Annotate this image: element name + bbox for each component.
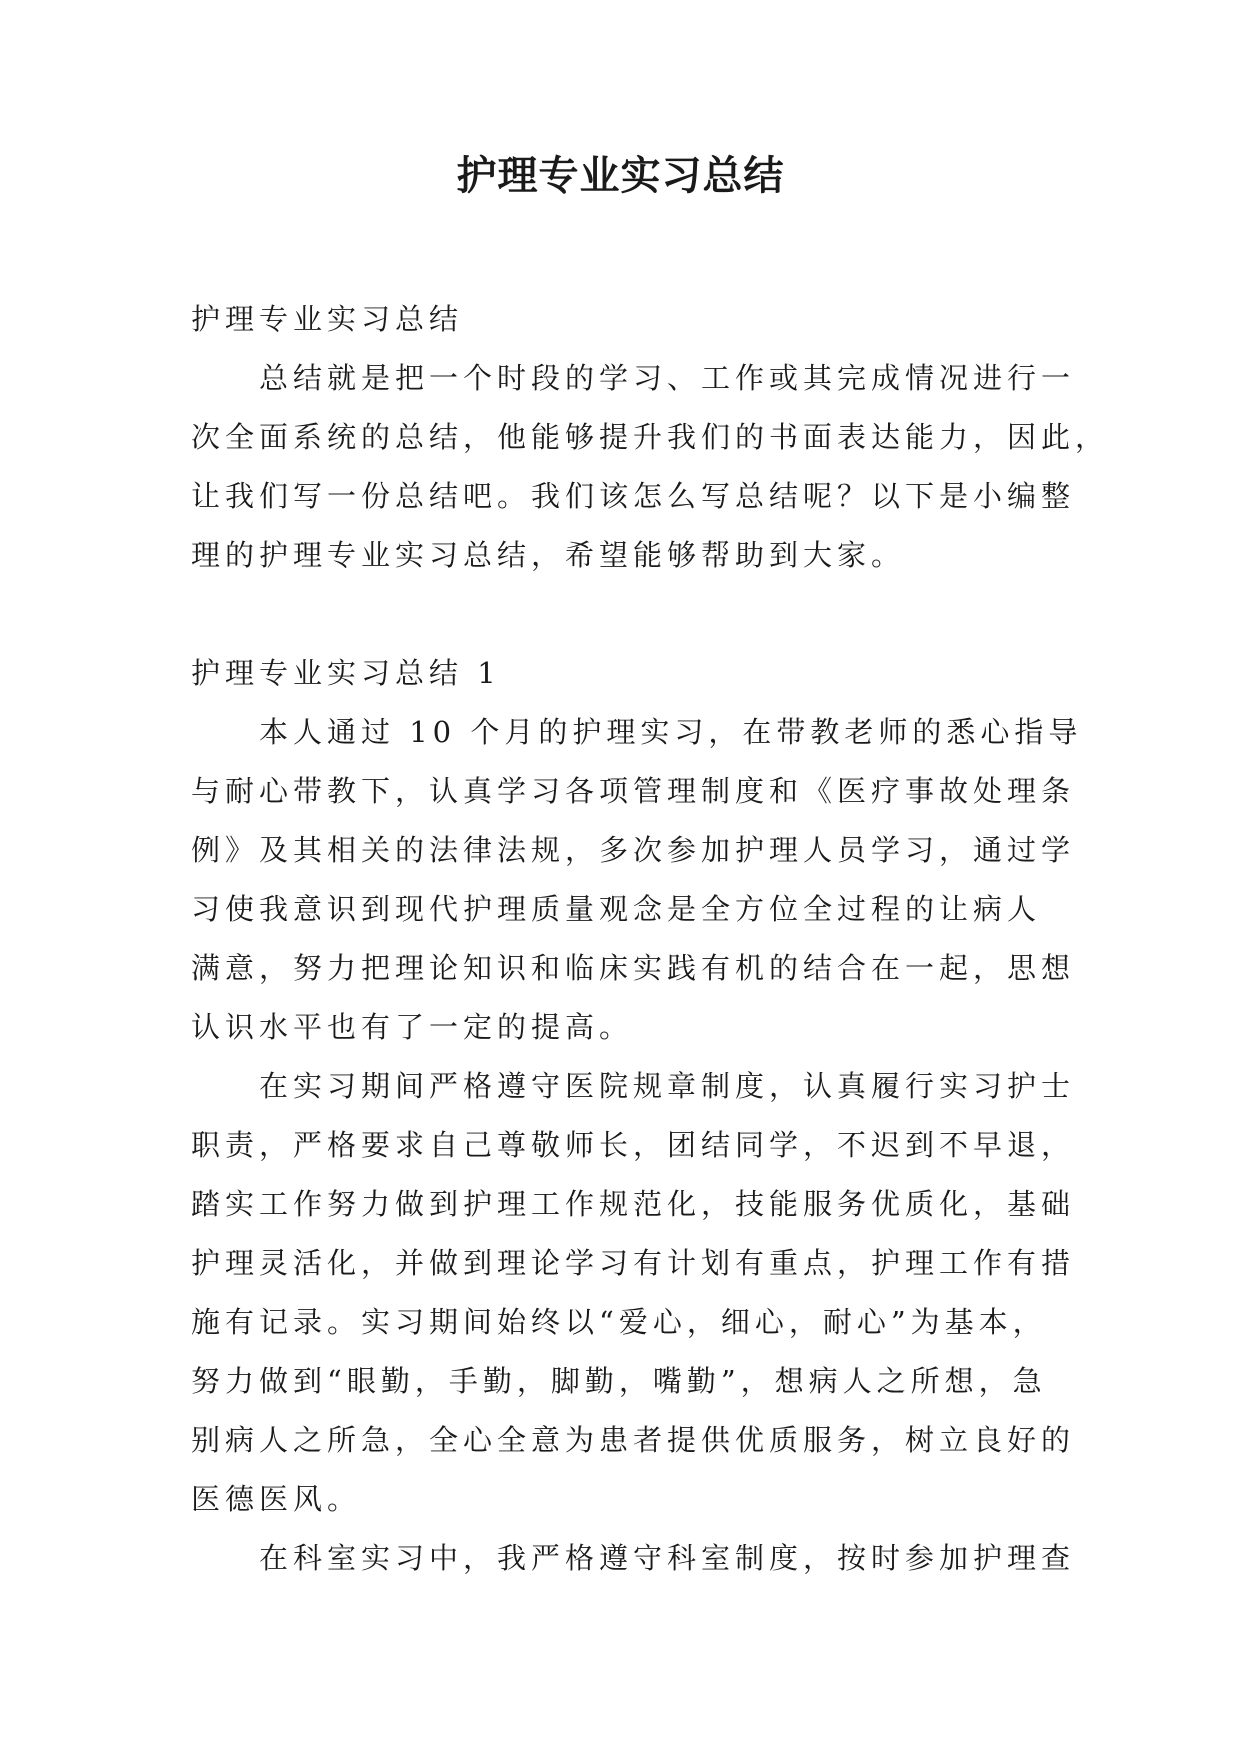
para1-line: 本人通过 10 个月的护理实习，在带教老师的悉心指导 — [259, 715, 1083, 749]
para2-line: 踏实工作努力做到护理工作规范化，技能服务优质化，基础 — [191, 1187, 1076, 1221]
intro-line: 总结就是把一个时段的学习、工作或其完成情况进行一 — [259, 361, 1076, 395]
para3-line: 在科室实习中，我严格遵守科室制度，按时参加护理查 — [259, 1541, 1076, 1575]
section1-heading: 护理专业实习总结 1 — [191, 656, 501, 690]
para1-line: 习使我意识到现代护理质量观念是全方位全过程的让病人 — [191, 892, 1042, 926]
intro-heading: 护理专业实习总结 — [191, 302, 464, 336]
para1-line: 例》及其相关的法律法规，多次参加护理人员学习，通过学 — [191, 833, 1076, 867]
intro-line: 次全面系统的总结，他能够提升我们的书面表达能力，因此， — [191, 420, 1110, 454]
para1-line: 与耐心带教下，认真学习各项管理制度和《医疗事故处理条 — [191, 774, 1076, 808]
intro-line: 让我们写一份总结吧。我们该怎么写总结呢？以下是小编整 — [191, 479, 1076, 513]
para2-line: 护理灵活化，并做到理论学习有计划有重点，护理工作有措 — [191, 1246, 1076, 1280]
para2-line: 施有记录。实习期间始终以“爱心，细心，耐心”为基本， — [191, 1305, 1047, 1339]
para2-line: 在实习期间严格遵守医院规章制度，认真履行实习护士 — [259, 1069, 1076, 1103]
document-body — [191, 290, 1110, 1588]
para2-line: 努力做到“眼勤，手勤，脚勤，嘴勤”，想病人之所想，急 — [191, 1364, 1047, 1398]
para2-line: 职责，严格要求自己尊敬师长，团结同学，不迟到不早退， — [191, 1128, 1076, 1162]
para2-line: 别病人之所急，全心全意为患者提供优质服务，树立良好的 — [191, 1423, 1076, 1457]
para1-line: 认识水平也有了一定的提高。 — [191, 1010, 634, 1044]
para2-line: 医德医风。 — [191, 1482, 362, 1516]
intro-line: 理的护理专业实习总结，希望能够帮助到大家。 — [191, 538, 906, 572]
document-title: 护理专业实习总结 — [456, 153, 785, 199]
para1-line: 满意，努力把理论知识和临床实践有机的结合在一起，思想 — [191, 951, 1076, 985]
section-spacer — [191, 585, 1051, 644]
